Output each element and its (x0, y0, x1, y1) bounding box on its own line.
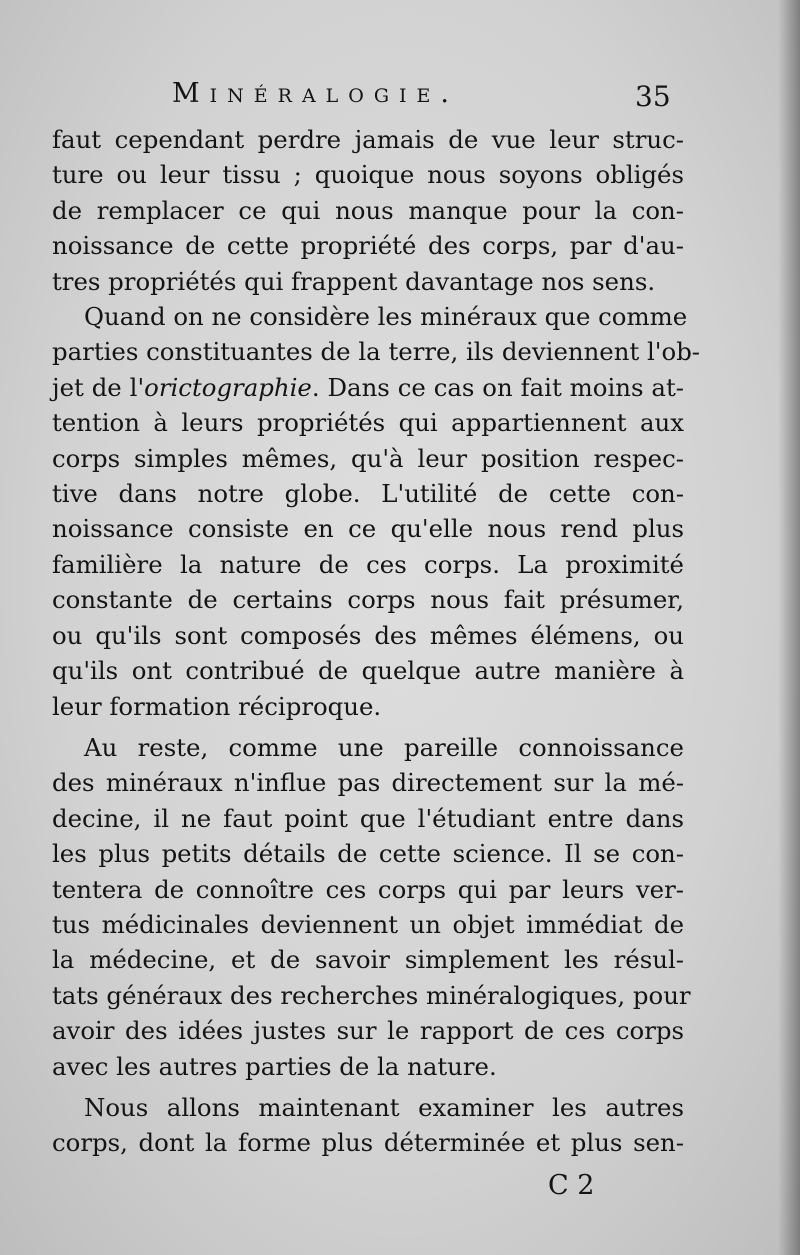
paragraph (52, 299, 701, 724)
text-line: ture ou leur tissu ; quoique nous soyons obligés (52, 160, 684, 190)
text-line: tentera de connoître ces corps qui par leurs ver- (52, 874, 684, 904)
text-line: faut cependant perdre jamais de vue leur struc- (52, 125, 684, 154)
italic-term: orictographie (144, 372, 312, 402)
running-title: Minéralogie. (172, 78, 460, 109)
text-line: tres propriétés qui frappent davantage nos sens. (52, 266, 656, 296)
text-line: Au reste, comme une pareille connoissance (84, 732, 684, 762)
text-line: tus médicinales deviennent un objet immédiat de (52, 909, 684, 939)
text-line: de remplacer ce qui nous manque pour la con- (52, 195, 684, 225)
text-line: corps simples mêmes, qu'à leur position respec- (52, 443, 684, 473)
text-line: noissance de cette propriété des corps, par d'au- (52, 231, 684, 261)
text-line: Nous allons maintenant examiner les autres (84, 1092, 684, 1122)
text-line: Quand on ne considère les minéraux que comme (84, 302, 688, 332)
text-line: familière la nature de ces corps. La proximité (52, 549, 684, 579)
text-line: noissance consiste en ce qu'elle nous rend plus (52, 514, 684, 544)
page-header (0, 78, 800, 118)
text-line: constante de certains corps nous fait présumer, (52, 585, 684, 615)
text-line: ou qu'ils sont composés des mêmes élémens, ou (52, 620, 684, 650)
text-segment: . Dans ce cas on fait moins at- (311, 372, 684, 402)
text-line: des minéraux n'influe pas directement sur la mé- (52, 768, 684, 798)
text-line: corps, dont la forme plus déterminée et plus sen- (52, 1128, 684, 1158)
text-line: tats généraux des recherches minéralogiques, pour (52, 980, 691, 1010)
text-line: la médecine, et de savoir simplement les résul- (52, 945, 684, 975)
body-text (52, 122, 701, 1161)
signature-mark: C 2 (548, 1170, 595, 1201)
text-line: parties constituantes de la terre, ils deviennent l'ob- (52, 337, 701, 367)
paragraph (52, 1090, 684, 1161)
text-line: tention à leurs propriétés qui appartiennent aux (52, 408, 684, 438)
text-line: les plus petits détails de cette science. Il se con- (52, 839, 684, 869)
text-line: avoir des idées justes sur le rapport de ces corps (52, 1016, 684, 1046)
paragraph (52, 730, 691, 1084)
text-line (52, 370, 684, 405)
page-number: 35 (635, 80, 671, 113)
page-edge-shadow (778, 0, 800, 1255)
text-line: decine, il ne faut point que l'étudiant entre dans (52, 803, 684, 833)
paragraph (52, 122, 684, 299)
text-line: qu'ils ont contribué de quelque autre manière à (52, 656, 684, 686)
text-line: leur formation réciproque. (52, 691, 382, 721)
text-line: avec les autres parties de la nature. (52, 1051, 497, 1081)
text-segment: jet de l' (52, 372, 145, 402)
text-line: tive dans notre globe. L'utilité de cette con- (52, 479, 684, 509)
